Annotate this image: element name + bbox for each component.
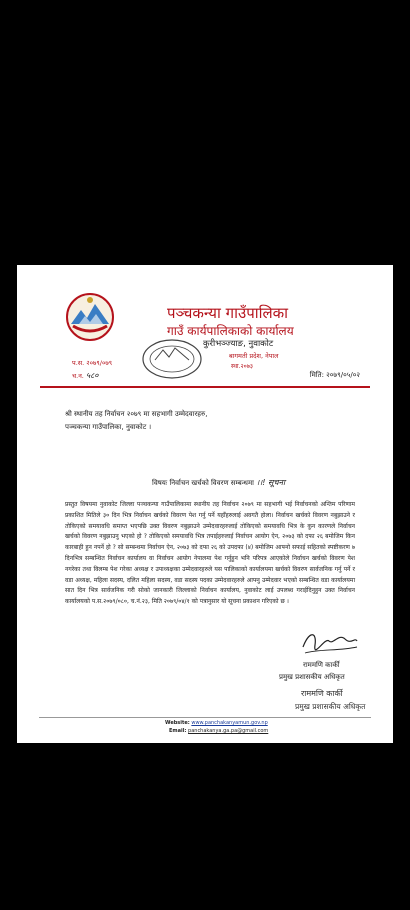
recipient-line: पञ्चकन्या गाउँपालिका, नुवाकोट । xyxy=(65,423,152,431)
email-label: Email: xyxy=(169,728,187,734)
nepal-emblem-icon xyxy=(65,292,115,342)
letter-page xyxy=(17,265,393,743)
email-link[interactable]: panchakanya.ga.pa@gmail.com xyxy=(188,728,269,734)
footer-email xyxy=(169,728,268,734)
signature-stamp-icon xyxy=(293,685,366,715)
letter-number: प.स. २०७९/०७९ xyxy=(72,359,113,367)
executive-office: गाउँ कार्यपालिकाको कार्यालय xyxy=(167,324,294,338)
subject-line xyxy=(152,477,285,488)
office-name: पञ्चकन्या गाउँपालिका xyxy=(167,304,289,322)
notice-body: प्रस्तुत विषयमा नुवाकोट जिल्ला पञ्चकन्या गाउँपालिकामा स्थानीय तह निर्वाचन २०७९ मा सहभागी भई निर्वाचनको अन्तिम परिणाम प्रकाशित मितिले ३० दिन भित्र निर्वाचन खर्चको विवरण पेश गर्नु पर्ने यहाँहरुलाई अवगतै होला। निर्वाचन खर्चको विवरण नबुझाउने र तोकिएको समयावधि समाप्त भएपछि उक्त विवरण नबुझाउने उम्मेदवारहरुलाई तोकिएको समयावधि भित्र के कुन कारणले निर्वाचन खर्चको विवरण नबुझाउनु भएको हो ? तोकिएको समयावधि भित्र तपाईहरुलाई निर्वाचन आयोग ऐन, २०७३ को दफा २६ बमोजिम किन कारबाही हुन नपर्ने हो ? सो सम्बन्धमा निर्वाचन ऐन, २०७३ को दफा २६ को उपदफा (४) बमोजिम आफ्नो सफाई सहितको स्पष्टीकरण ७ दिनभित्र सम्बन्धित निर्वाचन कार्यालय वा निर्वाचन आयोग नेपालमा पेश गर्नुहुन भनि परिपत्र आएकोले निर्वाचन खर्चको विवरण पेश नगरेका तथा विलम्ब पेश गरेका अध्यक्ष र उपाध्यक्षका उम्मेदवारहरुले यस पालिकाको कार्यालयमा खर्चको विवरण सार्वजनिक गर्नु पर्ने र वडा अध्यक्ष, महिला सदस्य, दलित महिला सदस्य, वडा सदस्य पदका उम्मेदवारहरुले आफ्नु उम्मेदवार भएको सम्बन्धित वडा कार्यालयमा सात दिन भित्र सार्वजनिक गरी सोको जानकारी जिल्लाको निर्वाचन कार्यालय, नुवाकोट लाई उपलब्ध गराईदिनुहुन उक्त निर्वाचन कार्यालयको प.स.२०७९/०८०, च.नं.२३, मिति २०७९/०४/१ को पत्रानुसार यो सूचना प्रकाशन गरिएको छ । xyxy=(65,501,355,606)
signatory-name: राममणि कार्की xyxy=(303,661,340,669)
province: बागमती प्रदेश, नेपाल xyxy=(229,352,279,360)
recipient-block xyxy=(65,408,365,434)
website-link[interactable]: www.panchakanyamun.gov.np xyxy=(191,720,268,726)
dispatch-label: च.न. xyxy=(72,372,84,380)
office-stamp-icon xyxy=(141,338,203,380)
office-address: कुरीभञ्ज्याङ, नुवाकोट xyxy=(203,339,274,349)
header-divider xyxy=(40,386,370,388)
signatory-title: प्रमुख प्रशासकीय अधिकृत xyxy=(279,673,345,681)
dispatch-value: ५८० xyxy=(85,371,99,380)
signature-icon xyxy=(299,627,361,659)
recipient-line: श्री स्थानीय तह निर्वाचन २०७९ मा सहभागी उम्मेदवारहरु, xyxy=(65,410,208,418)
footer-divider xyxy=(39,717,371,718)
letter-date: मिति: २०७९/०५/०२ xyxy=(309,371,360,379)
established-year: स्था.२०७३ xyxy=(231,363,253,370)
website-label: Website: xyxy=(165,720,190,726)
subject-label: विषयः निर्वाचन खर्चको विवरण सम्बन्धमा xyxy=(152,479,254,487)
footer-website xyxy=(165,720,268,726)
svg-text:प्रमुख प्रशासकीय अधिकृत: प्रमुख प्रशासकीय अधिकृत xyxy=(295,702,366,711)
svg-text:राममणि कार्की: राममणि कार्की xyxy=(301,689,343,698)
dispatch-number xyxy=(72,370,98,381)
subject-handwritten: ।।! सूचना xyxy=(256,478,286,487)
